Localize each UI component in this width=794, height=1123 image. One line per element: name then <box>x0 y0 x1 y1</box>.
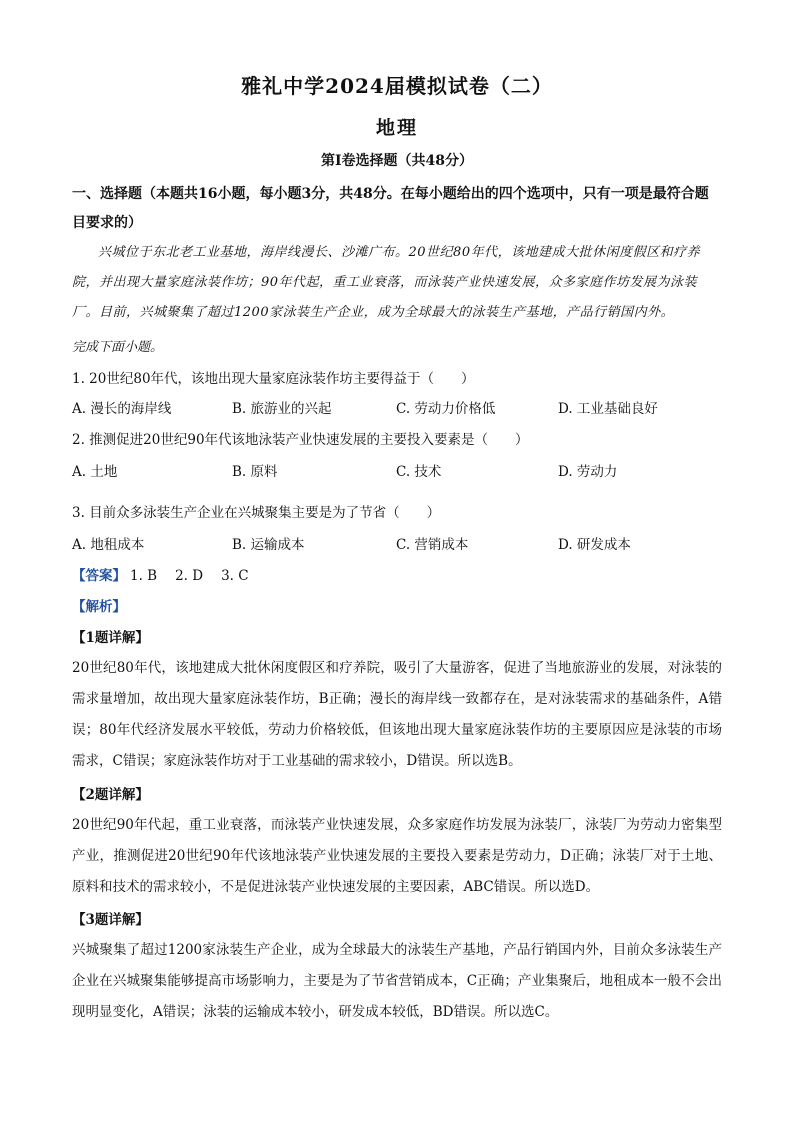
detail-heading: 【3题详解】 <box>72 912 149 928</box>
option-c: C. 劳动力价格低 <box>396 401 496 417</box>
detail-heading: 【2题详解】 <box>72 787 149 803</box>
detail-text: 20世纪90年代起，重工业衰落，而泳装产业快速发展，众多家庭作坊发展为泳装厂，泳装厂为劳动力密集型产业，推测促进20世纪90年代该地泳装产业快速发展的主要投入要素是劳动力，D正确；泳装厂对于土地、原料和技术的需求较小，不是促进泳装产业快速发展的主要因素，ABC错误。所以选D。 <box>72 817 722 895</box>
detail-heading: 【1题详解】 <box>72 630 149 646</box>
option-c: C. 技术 <box>396 464 442 480</box>
option-d: D. 劳动力 <box>558 464 618 480</box>
subject-title: 地理 <box>375 117 418 139</box>
question-stem: 3. 目前众多泳装生产企业在兴城聚集主要是为了节省（ ） <box>72 505 441 521</box>
option-a: A. 漫长的海岸线 <box>72 401 172 417</box>
question-options <box>72 398 722 420</box>
reading-passage: 兴城位于东北老工业基地，海岸线漫长、沙滩广布。20世纪80年代，该地建成大批休闲度假区和疗养院，并出现大量家庭泳装作坊；90年代起，重工业衰落，而泳装产业快速发展，众多家庭作坊发展为泳装厂。目前，兴城聚集了超过1200家泳装生产企业，成为全球最大的泳装生产基地，产品行销国内外。 <box>72 245 701 320</box>
part-title: 第Ⅰ卷选择题（共48分） <box>320 153 474 169</box>
option-b: B. 旅游业的兴起 <box>232 401 332 417</box>
option-b: B. 原料 <box>232 464 278 480</box>
answer-item: 3. C <box>221 568 249 584</box>
answer-label: 【答案】 <box>72 568 126 584</box>
question-options <box>72 534 722 556</box>
answer-line <box>72 565 249 587</box>
analysis-label: 【解析】 <box>72 599 126 615</box>
exam-title: 雅礼中学2024届模拟试卷（二） <box>241 74 553 98</box>
question-stem: 2. 推测促进20世纪90年代该地泳装产业快速发展的主要投入要素是（ ） <box>72 432 529 448</box>
detail-text: 兴城聚集了超过1200家泳装生产企业，成为全球最大的泳装生产基地，产品行销国内外，目前众多泳装生产企业在兴城聚集能够提高市场影响力，主要是为了节省营销成本，C正确；产业集聚后，地租成本一般不会出现明显变化，A错误；泳装的运输成本较小，研发成本较低，BD错误。所以选C。 <box>72 942 722 1020</box>
question-stem: 1. 20世纪80年代，该地出现大量家庭泳装作坊主要得益于（ ） <box>72 371 475 387</box>
answer-item: 1. B <box>130 568 158 584</box>
question-options <box>72 461 722 483</box>
option-b: B. 运输成本 <box>232 537 305 553</box>
option-a: A. 土地 <box>72 464 118 480</box>
option-d: D. 工业基础良好 <box>558 401 658 417</box>
answer-item: 2. D <box>175 568 204 584</box>
section-heading: 一、选择题（本题共16小题，每小题3分，共48分。在每小题给出的四个选项中，只有一项是最符合题目要求的） <box>72 186 709 231</box>
option-c: C. 营销成本 <box>396 537 469 553</box>
option-a: A. 地租成本 <box>72 537 145 553</box>
detail-text: 20世纪80年代，该地建成大批休闲度假区和疗养院，吸引了大量游客，促进了当地旅游业的发展，对泳装的需求量增加，故出现大量家庭泳装作坊，B正确；漫长的海岸线一致都存在，是对泳装需求的基础条件，A错误；80年代经济发展水平较低，劳动力价格较低，但该地出现大量家庭泳装作坊的主要原因应是泳装的市场需求，C错误；家庭泳装作坊对于工业基础的需求较小，D错误。所以选B。 <box>72 660 722 769</box>
passage-instruction: 完成下面小题。 <box>72 340 164 355</box>
option-d: D. 研发成本 <box>558 537 631 553</box>
